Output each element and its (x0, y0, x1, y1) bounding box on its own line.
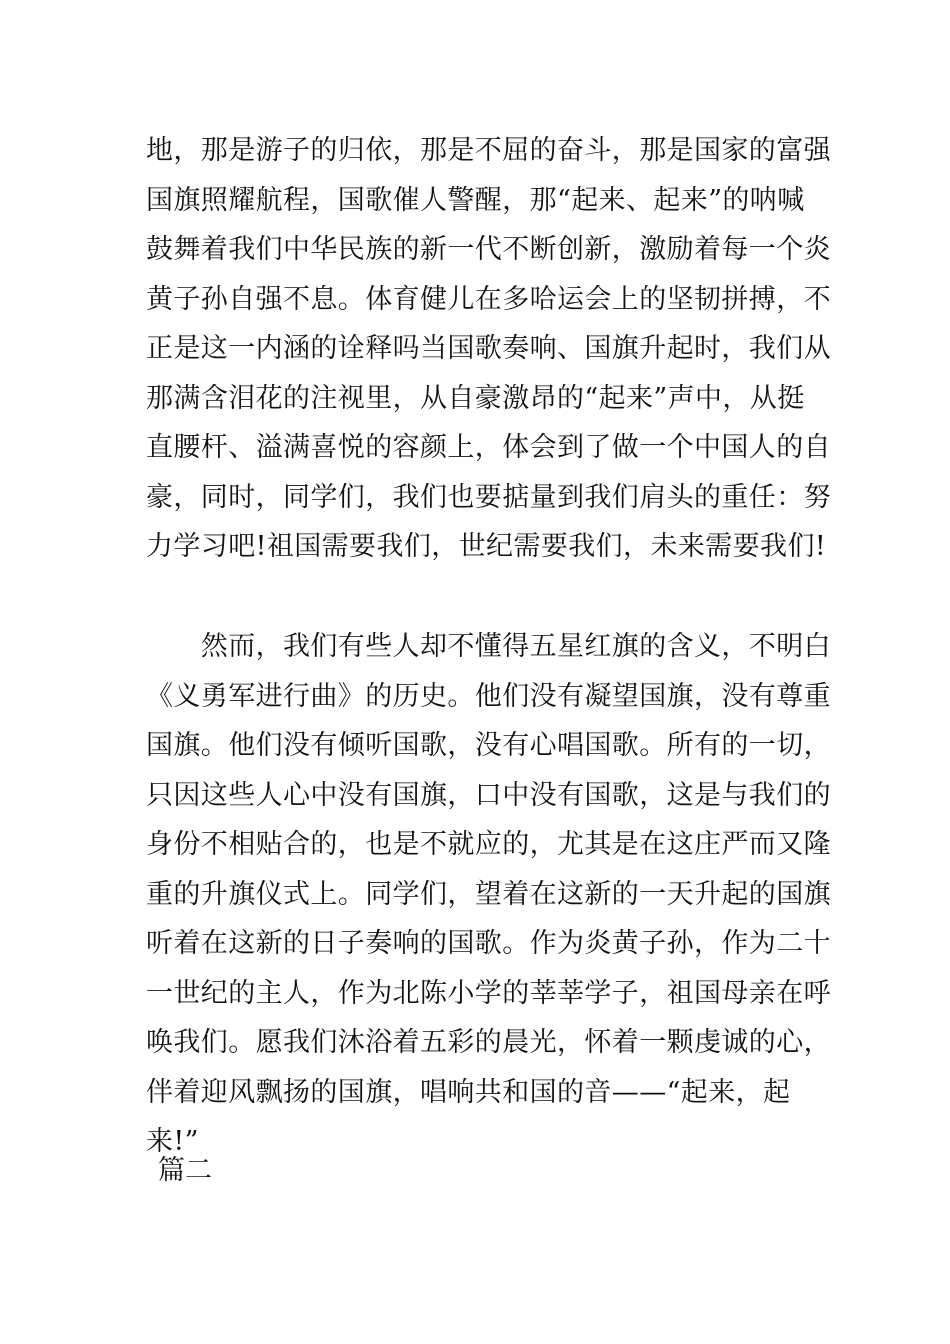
text-line: 鼓舞着我们中华民族的新一代不断创新，激励着每一个炎 (146, 234, 831, 265)
text-line: 《义勇军进行曲》的历史。他们没有凝望国旗，没有尊重 (146, 680, 831, 712)
text-line: 唤我们。愿我们沐浴着五彩的晨光，怀着一颗虔诚的心， (146, 1027, 831, 1058)
text-line: 国旗。他们没有倾听国歌，没有心唱国歌。所有的一切， (146, 730, 831, 761)
section-heading: 篇二 (158, 1155, 212, 1186)
text-line: 黄子孙自强不息。体育健儿在多哈运会上的坚韧拼搏，不 (146, 283, 831, 315)
text-line: 正是这一内涵的诠释吗当国歌奏响、国旗升起时，我们从 (146, 333, 831, 364)
text-line: 只因这些人心中没有国旗，口中没有国歌，这是与我们的 (146, 779, 831, 811)
text-line: 地，那是游子的归依，那是不屈的奋斗，那是国家的富强 (146, 135, 831, 166)
paragraph-1 (146, 126, 831, 572)
text-line: 听着在这新的日子奏响的国歌。作为炎黄子孙，作为二十 (146, 928, 831, 959)
text-line: 来!” (146, 1126, 199, 1157)
text-line: 伴着迎风飘扬的国旗，唱响共和国的音——“起来，起 (146, 1076, 791, 1108)
text-line: 重的升旗仪式上。同学们，望着在这新的一天升起的国旗 (146, 878, 831, 910)
text-line: 力学习吧!祖国需要我们，世纪需要我们，未来需要我们! (146, 531, 827, 562)
text-line: 豪，同时，同学们，我们也要掂量到我们肩头的重任：努 (146, 481, 831, 513)
paragraph-2 (146, 622, 831, 1167)
text-line: 那满含泪花的注视里，从自豪激昂的“起来”声中，从挺 (146, 382, 805, 414)
text-line: 直腰杆、溢满喜悦的容颜上，体会到了做一个中国人的自 (146, 432, 831, 463)
text-line: 身份不相贴合的，也是不就应的，尤其是在这庄严而又隆 (146, 829, 831, 860)
text-line: 然而，我们有些人却不懂得五星红旗的含义，不明白 (146, 631, 831, 662)
text-line: 一世纪的主人，作为北陈小学的莘莘学子，祖国母亲在呼 (146, 977, 831, 1009)
text-line: 国旗照耀航程，国歌催人警醒，那“起来、起来”的呐喊 (146, 184, 805, 216)
